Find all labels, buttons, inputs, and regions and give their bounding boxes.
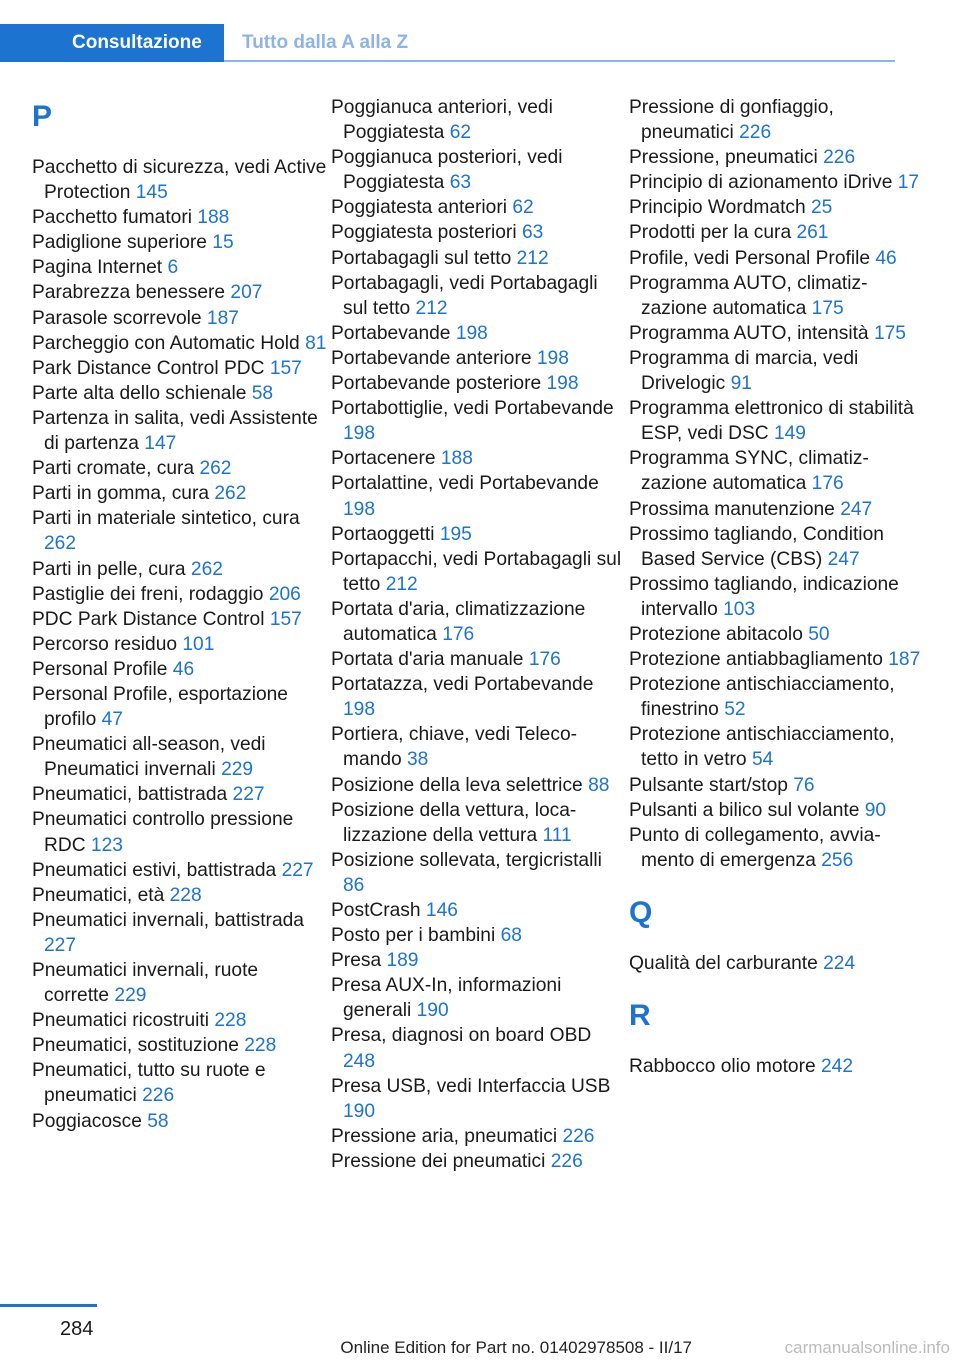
index-entry — [32, 807, 328, 857]
page-link[interactable]: 247 — [840, 498, 873, 520]
entry-term: Padiglione superiore — [32, 232, 207, 254]
index-entry — [32, 908, 328, 958]
index-column-3 — [629, 95, 925, 1079]
page-link[interactable]: 262 — [44, 533, 77, 555]
index-entry — [331, 145, 627, 195]
entry-term: Posizione della leva selettrice — [331, 774, 583, 796]
page-link[interactable]: 207 — [230, 282, 263, 304]
footer-rule — [0, 1304, 97, 1307]
index-entry — [32, 858, 328, 883]
index-entry — [629, 647, 925, 672]
watermark: carmanualsonline.info — [784, 1338, 950, 1357]
page-link[interactable]: 91 — [730, 373, 752, 395]
index-entry — [331, 973, 627, 1023]
entry-term: Pneumatici invernali, ruote corrette — [32, 960, 259, 1007]
index-entry — [629, 346, 925, 396]
entry-term: Portabevande anteriore — [331, 347, 532, 369]
entry-term: Poggianuca posteriori, vedi Poggiatesta — [331, 147, 563, 194]
index-entry — [331, 948, 627, 973]
index-entry — [32, 205, 328, 230]
index-entry — [331, 722, 627, 772]
entry-term: Portata d'aria manuale — [331, 649, 524, 671]
index-entry — [32, 481, 328, 506]
entry-term: Portacenere — [331, 448, 436, 470]
index-entry — [32, 230, 328, 255]
entry-term: Programma di marcia, vedi Drivelogic — [629, 347, 859, 395]
entry-term: Pneumatici controllo pressione RDC — [32, 809, 294, 856]
page-link[interactable]: 198 — [343, 423, 376, 445]
index-entry — [629, 798, 925, 823]
page-link[interactable]: 90 — [864, 799, 887, 821]
entry-term: Pressione di gonfiaggio, pneumatici — [629, 97, 834, 144]
index-entry — [331, 471, 627, 521]
index-entry — [331, 371, 627, 396]
page-link[interactable]: 227 — [232, 784, 265, 806]
index-entry — [331, 848, 627, 898]
entry-term: Portabevande posteriore — [331, 373, 542, 395]
entry-term: Prossimo tagliando, indicazione intervallo — [629, 573, 899, 620]
entry-term: Personal Profile, esportazione profilo — [32, 683, 288, 731]
section-gap — [629, 976, 925, 994]
index-entry — [32, 280, 328, 305]
entry-term: Parasole scorrevole — [32, 307, 202, 329]
index-entry — [32, 331, 328, 356]
index-entry — [32, 632, 328, 657]
index-entry — [629, 951, 925, 976]
index-entry — [331, 1074, 627, 1124]
index-entry — [331, 647, 627, 672]
page-link[interactable]: 190 — [416, 1000, 449, 1022]
page-link[interactable]: 63 — [449, 172, 472, 194]
entry-term: Parti in gomma, cura — [32, 483, 210, 505]
index-entry — [32, 782, 328, 807]
page-link[interactable]: 227 — [44, 934, 77, 956]
index-entry — [32, 732, 328, 782]
entry-term: Presa — [331, 950, 382, 972]
entry-term: Pneumatici all-season, vedi Pneumatici invernali — [32, 734, 266, 781]
index-entry — [629, 446, 925, 496]
index-entry — [331, 773, 627, 798]
page-link[interactable]: 46 — [875, 247, 897, 269]
index-entry — [32, 958, 328, 1008]
index-entry — [331, 446, 627, 471]
entry-term: Pneumatici ricostruiti — [32, 1010, 210, 1032]
page-link[interactable]: 242 — [821, 1056, 854, 1077]
page-link[interactable]: 175 — [873, 322, 906, 344]
entry-term: Portabottiglie, vedi Portabevande — [331, 398, 614, 420]
index-entry — [331, 321, 627, 346]
page-link[interactable]: 195 — [439, 523, 472, 545]
entry-term: Prossimo tagliando, Condition Based Service (CBS) — [629, 523, 884, 570]
page-link[interactable]: 103 — [723, 598, 756, 620]
index-entry — [331, 246, 627, 271]
index-entry — [629, 622, 925, 647]
page-link[interactable]: 86 — [343, 874, 365, 896]
entry-term: Parti in materiale sintetico, cura — [32, 508, 300, 530]
entry-term: Rabbocco olio motore — [629, 1056, 816, 1077]
index-entry — [331, 798, 627, 848]
index-entry — [629, 170, 925, 195]
entry-term: Pneumatici, sostituzione — [32, 1035, 239, 1057]
page-link[interactable]: 198 — [536, 347, 569, 369]
edition-note: Online Edition for Part no. 01402978508 - II/17 — [340, 1338, 692, 1357]
entry-term: Programma AUTO, intensità — [629, 322, 869, 344]
index-entry — [32, 255, 328, 280]
page-link[interactable]: 157 — [269, 608, 302, 630]
index-entry — [331, 923, 627, 948]
page-header — [0, 24, 895, 62]
entry-term: Portatazza, vedi Portabevande — [331, 674, 594, 696]
index-entry — [32, 155, 328, 205]
index-column-1 — [32, 95, 328, 1134]
page-link[interactable]: 46 — [172, 658, 195, 680]
entry-term: Protezione antischiacciamento, tetto in vetro — [629, 724, 895, 771]
page-link[interactable]: 198 — [343, 699, 376, 721]
entry-term: Protezione antischiacciamento, finestrino — [629, 674, 895, 721]
index-entry — [331, 1023, 627, 1073]
header-rule — [224, 60, 895, 62]
entry-term: Pressione, pneumatici — [629, 147, 818, 169]
page-link[interactable]: 198 — [455, 322, 488, 344]
index-entry — [32, 1033, 328, 1058]
entry-term: Parcheggio con Automatic Hold — [32, 332, 300, 354]
index-entry — [331, 672, 627, 722]
page-link[interactable]: 262 — [214, 483, 247, 505]
index-entry — [629, 95, 925, 145]
index-entry — [629, 497, 925, 522]
entry-term: Posizione della vettura, localizzazione della vettura — [331, 799, 577, 846]
index-entry — [629, 823, 925, 873]
index-entry — [331, 220, 627, 245]
page-link[interactable]: 187 — [206, 307, 239, 329]
entry-term: Posizione sollevata, tergicristalli — [331, 849, 602, 871]
page-link[interactable]: 224 — [823, 952, 856, 974]
page-link[interactable]: 147 — [144, 433, 177, 455]
page-link[interactable]: 188 — [440, 448, 473, 470]
page-link[interactable]: 226 — [550, 1150, 583, 1172]
index-entry — [32, 1008, 328, 1033]
index-entry — [629, 220, 925, 245]
index-entry — [331, 898, 627, 923]
page-link[interactable]: 146 — [425, 900, 458, 921]
entry-term: Parabrezza benessere — [32, 282, 226, 304]
page-link[interactable]: 76 — [793, 774, 815, 796]
entry-term: Pneumatici, età — [32, 884, 165, 906]
page-link[interactable]: 176 — [442, 623, 475, 645]
entry-term: Prossima manutenzione — [629, 498, 835, 520]
index-entry — [32, 557, 328, 582]
page-link[interactable]: 198 — [546, 373, 579, 395]
page-link[interactable]: 52 — [724, 699, 746, 721]
entry-term: Presa AUX-In, informazioni generali — [331, 975, 562, 1022]
entry-term: Portabevande — [331, 322, 451, 344]
index-entry — [331, 522, 627, 547]
page-link[interactable]: 226 — [562, 1125, 595, 1147]
page-link[interactable]: 101 — [182, 633, 215, 655]
section-tab[interactable]: Tutto dalla A alla Z — [242, 32, 409, 53]
page-link[interactable]: 247 — [827, 548, 860, 570]
entry-term: Poggianuca anteriori, vedi Poggiatesta — [331, 97, 553, 144]
entry-term: Programma AUTO, climatizzazione automatica — [629, 272, 868, 319]
page-link[interactable]: 6 — [167, 257, 179, 279]
index-entry — [32, 607, 328, 632]
page-link[interactable]: 68 — [500, 925, 522, 947]
entry-term: Portalattine, vedi Portabevande — [331, 473, 599, 495]
entry-term: Pagina Internet — [32, 257, 163, 279]
page-link[interactable]: 175 — [811, 297, 844, 319]
entry-term: Poggiatesta anteriori — [331, 197, 507, 219]
entry-term: Principio Wordmatch — [629, 197, 806, 219]
page-link[interactable]: 227 — [281, 859, 314, 881]
index-entry — [32, 381, 328, 406]
page-link[interactable]: 145 — [135, 182, 168, 204]
entry-term: Presa USB, vedi Interfaccia USB — [331, 1075, 611, 1097]
index-entry — [629, 396, 925, 446]
page-link[interactable]: 25 — [811, 197, 833, 219]
entry-term: Portiera, chiave, vedi Telecomando — [331, 724, 578, 771]
index-entry — [32, 582, 328, 607]
page-link[interactable]: 15 — [212, 232, 234, 254]
page-link[interactable]: 256 — [821, 849, 854, 871]
page-link[interactable]: 226 — [823, 147, 856, 169]
entry-term: Programma SYNC, climatizzazione automatica — [629, 448, 869, 495]
section-gap — [629, 873, 925, 891]
entry-term: Posto per i bambini — [331, 925, 496, 947]
page-link[interactable]: 157 — [269, 357, 302, 379]
entry-term: Parti cromate, cura — [32, 458, 195, 480]
index-entry — [32, 1109, 328, 1134]
entry-term: Portata d'aria, climatizzazione automatica — [331, 598, 586, 645]
index-entry — [629, 1054, 925, 1079]
entry-term: Pulsanti a bilico sul volante — [629, 799, 860, 821]
section-letter: P — [32, 100, 53, 133]
page-link[interactable]: 262 — [199, 458, 232, 480]
entry-term: Percorso residuo — [32, 633, 178, 655]
entry-term: Principio di azionamento iDrive — [629, 172, 893, 194]
entry-term: Protezione antiabbagliamento — [629, 649, 883, 671]
entry-term: Pneumatici, tutto su ruote e pneumatici — [32, 1060, 266, 1107]
page-link[interactable]: 212 — [415, 297, 448, 319]
entry-term: Qualità del carburante — [629, 952, 818, 974]
entry-term: Poggiatesta posteriori — [331, 222, 517, 244]
section-letter: R — [629, 999, 651, 1032]
index-entry — [331, 95, 627, 145]
page-link[interactable]: 123 — [90, 834, 123, 856]
entry-term: Pacchetto fumatori — [32, 207, 192, 229]
page-link[interactable]: 111 — [542, 824, 572, 846]
index-entry — [331, 396, 627, 446]
index-entry — [32, 456, 328, 481]
index-entry — [629, 522, 925, 572]
index-column-2 — [331, 95, 627, 1174]
entry-term: Pressione dei pneumatici — [331, 1150, 546, 1172]
entry-term: PostCrash — [331, 900, 421, 921]
page-link[interactable]: 62 — [449, 122, 472, 144]
entry-term: Profile, vedi Personal Profile — [629, 247, 871, 269]
page-link[interactable]: 176 — [528, 649, 561, 671]
entry-term: Portabagagli sul tetto — [331, 247, 512, 269]
index-entry — [629, 672, 925, 722]
index-entry — [629, 246, 925, 271]
entry-term: Prodotti per la cura — [629, 222, 792, 244]
page-link[interactable]: 188 — [197, 207, 230, 229]
page-link[interactable]: 47 — [101, 709, 123, 731]
entry-term: Parte alta dello schienale — [32, 382, 247, 404]
page-link[interactable]: 149 — [773, 423, 806, 445]
entry-term: Portaoggetti — [331, 523, 435, 545]
entry-term: Parti in pelle, cura — [32, 558, 186, 580]
index-entry — [331, 195, 627, 220]
page-link[interactable]: 261 — [796, 222, 829, 244]
entry-term: Pressione aria, pneumatici — [331, 1125, 558, 1147]
entry-term: Presa, diagnosi on board OBD — [331, 1025, 592, 1047]
entry-term: Partenza in salita, vedi Assistente di partenza — [32, 407, 318, 455]
index-entry — [629, 722, 925, 772]
page-link[interactable]: 50 — [808, 623, 830, 645]
page-link[interactable]: 212 — [516, 247, 549, 269]
entry-term: Portapacchi, vedi Portabagagli sul tetto — [331, 548, 622, 595]
page-link[interactable]: 58 — [251, 382, 274, 404]
index-entry — [629, 271, 925, 321]
page-link[interactable]: 212 — [385, 573, 418, 595]
page-link[interactable]: 248 — [343, 1050, 376, 1072]
page-link[interactable]: 229 — [114, 985, 147, 1007]
index-entry — [32, 506, 328, 556]
index-entry — [629, 195, 925, 220]
page-link[interactable]: 206 — [268, 583, 301, 605]
section-letter: Q — [629, 895, 653, 929]
index-entry — [32, 1058, 328, 1108]
page-number: 284 — [60, 1318, 94, 1340]
page-link[interactable]: 176 — [811, 473, 844, 495]
page-link[interactable]: 228 — [214, 1010, 247, 1032]
entry-term: Programma elettronico di stabilità ESP, vedi DSC — [629, 398, 914, 445]
index-entry — [331, 1124, 627, 1149]
index-entry — [331, 1149, 627, 1174]
entry-term: Pneumatici, battistrada — [32, 784, 228, 806]
entry-term: Protezione abitacolo — [629, 623, 803, 645]
entry-term: Personal Profile — [32, 658, 168, 680]
page-link[interactable]: 58 — [147, 1110, 169, 1132]
page-link[interactable]: 17 — [897, 172, 920, 194]
entry-term: Pulsante start/stop — [629, 774, 788, 796]
index-entry — [331, 271, 627, 321]
page-link[interactable]: 38 — [407, 749, 429, 771]
index-entry — [629, 145, 925, 170]
entry-term: Pneumatici invernali, battistrada — [32, 909, 304, 931]
page-link[interactable]: 81 — [305, 332, 327, 354]
entry-term: Pastiglie dei freni, rodaggio — [32, 583, 264, 605]
page-link[interactable]: 228 — [169, 884, 202, 906]
index-entry — [32, 356, 328, 381]
index-entry — [629, 572, 925, 622]
index-entry — [331, 547, 627, 597]
entry-term: Pacchetto di sicurezza, vedi Active Protection — [32, 157, 327, 204]
entry-term: PDC Park Distance Control — [32, 608, 265, 630]
page-link[interactable]: 63 — [521, 222, 544, 244]
page-link[interactable]: 226 — [142, 1085, 175, 1107]
page-link[interactable]: 226 — [739, 122, 772, 144]
page-link[interactable]: 88 — [588, 774, 610, 796]
index-entry — [629, 773, 925, 798]
page-link[interactable]: 229 — [221, 759, 254, 781]
index-entry — [32, 883, 328, 908]
page-link[interactable]: 228 — [244, 1035, 277, 1057]
index-entry — [331, 346, 627, 371]
entry-term: Portabagagli, vedi Portabagagli sul tetto — [331, 272, 598, 319]
index-entry — [32, 306, 328, 331]
index-entry — [32, 682, 328, 732]
page-link[interactable]: 189 — [386, 950, 419, 972]
page-link[interactable]: 190 — [343, 1100, 376, 1122]
page-link[interactable]: 62 — [512, 197, 534, 219]
index-entry — [32, 406, 328, 456]
chapter-tab[interactable]: Consultazione — [0, 24, 224, 62]
index-entry — [629, 321, 925, 346]
entry-term: Poggiacosce — [32, 1110, 142, 1132]
entry-term: Park Distance Control PDC — [32, 357, 265, 379]
entry-term: Pneumatici estivi, battistrada — [32, 859, 277, 881]
index-entry — [331, 597, 627, 647]
page-link[interactable]: 198 — [343, 498, 376, 520]
page-link[interactable]: 262 — [190, 558, 223, 580]
page-link[interactable]: 54 — [751, 749, 774, 771]
page-link[interactable]: 187 — [888, 649, 921, 671]
index-entry — [32, 657, 328, 682]
entry-term: Punto di collegamento, avviamento di emergenza — [629, 824, 881, 871]
